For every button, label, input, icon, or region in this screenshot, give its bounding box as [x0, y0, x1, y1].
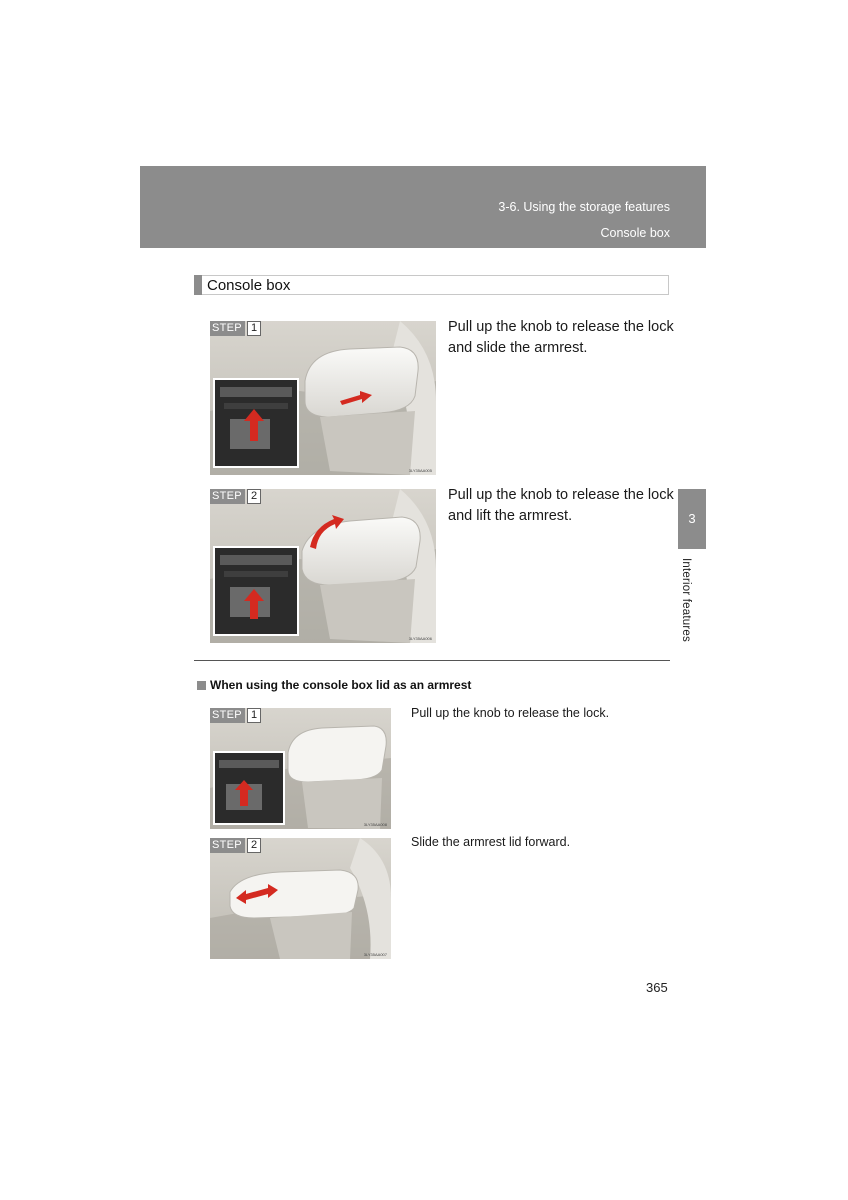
image-code: 3LY35AA005	[408, 468, 432, 473]
step-2-instruction-line2: and lift the armrest.	[448, 507, 573, 524]
step-2-instruction-line1: Pull up the knob to release the lock	[448, 487, 674, 503]
page-number: 365	[646, 980, 668, 995]
step-badge	[210, 708, 261, 723]
subsection-heading-text: When using the console box lid as an armrest	[210, 678, 472, 692]
step-number: 2	[247, 489, 261, 504]
section-title-bar	[194, 275, 202, 295]
step-label: STEP	[210, 708, 245, 723]
section-title: Console box	[207, 277, 291, 294]
sub-step-2-instruction: Slide the armrest lid forward.	[411, 835, 571, 849]
console-armrest-image	[210, 708, 391, 829]
console-armrest-image	[210, 321, 436, 475]
step-badge	[210, 321, 261, 336]
sub-step-1-instruction: Pull up the knob to release the lock.	[411, 706, 610, 720]
image-code: 3LY35AA006	[408, 636, 432, 641]
step-1-illustration	[210, 321, 436, 475]
image-code: 3LY35AA007	[363, 952, 387, 957]
step-2-illustration	[210, 489, 436, 643]
console-armrest-image	[210, 838, 391, 959]
chapter-tab: 3	[678, 489, 706, 549]
subsection-heading	[197, 678, 471, 692]
step-2-instruction	[448, 485, 674, 526]
step-1-instruction	[448, 317, 674, 358]
sub-step-2-illustration	[210, 838, 391, 959]
header-band	[140, 166, 706, 248]
step-1-instruction-line2: and slide the armrest.	[448, 339, 588, 356]
step-number: 2	[247, 838, 261, 853]
step-label: STEP	[210, 489, 245, 504]
step-badge	[210, 838, 261, 853]
sub-step-1-illustration	[210, 708, 391, 829]
step-label: STEP	[210, 321, 245, 336]
step-number: 1	[247, 321, 261, 336]
header-section-title: 3-6. Using the storage features	[498, 200, 670, 214]
image-code: 3LY35AA008	[363, 822, 387, 827]
header-page-title: Console box	[600, 226, 670, 240]
chapter-label: Interior features	[680, 558, 692, 642]
square-bullet-icon	[197, 681, 206, 690]
section-divider	[194, 660, 670, 661]
section-title-box	[194, 275, 669, 295]
step-number: 1	[247, 708, 261, 723]
step-1-instruction-line1: Pull up the knob to release the lock	[448, 319, 674, 335]
step-label: STEP	[210, 838, 245, 853]
step-badge	[210, 489, 261, 504]
console-armrest-image	[210, 489, 436, 643]
